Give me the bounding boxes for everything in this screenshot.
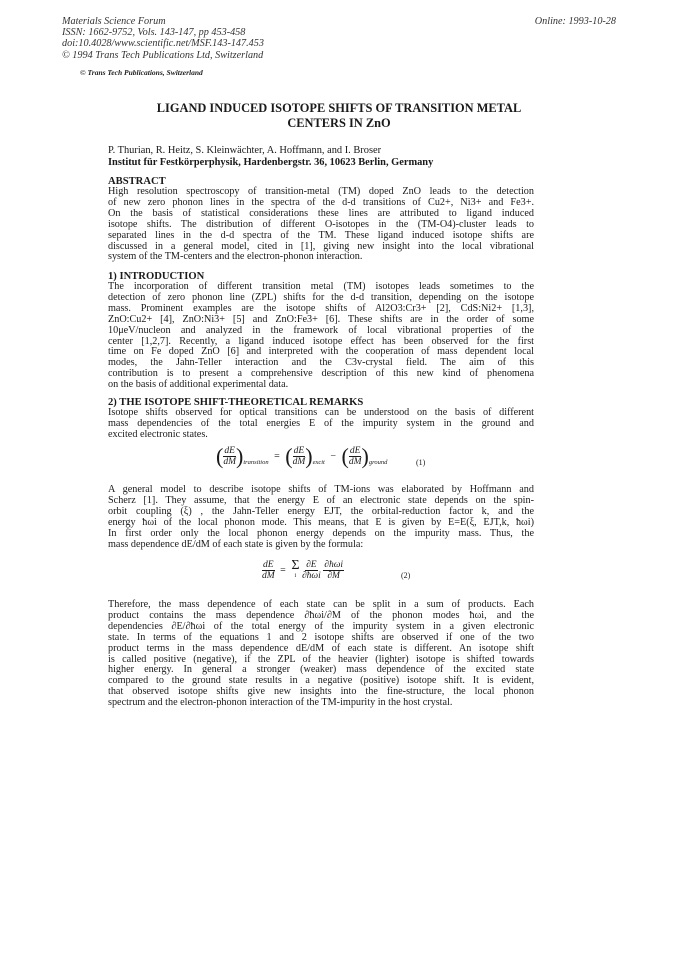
- eq2-lhs: $\frac{dE}{dM}$: [262, 560, 275, 581]
- text-line: Therefore, the mass dependence of each state can be split in a sum of products. Each: [108, 599, 534, 610]
- author-names: P. Thurian, R. Heitz, S. Kleinwächter, A. Hoffmann, and I. Broser: [108, 145, 382, 156]
- text-line: product contains the mass dependence ∂ħωi/∂M of the phonon modes ħωi, and the: [108, 609, 534, 621]
- text-line: contribution is to present a comprehensive description of this new kind of phenomena: [108, 368, 534, 380]
- text-line: Scherz [1]. They assume, that the energy E of an electronic state depends on the spin-: [108, 494, 534, 506]
- text-line: spectrum and the electron-phonon interaction of the TM-impurity in the host crystal.: [108, 697, 453, 709]
- text-line: mass dependencies of the total energies E of the impurity system in the ground and: [108, 417, 534, 429]
- doi-line: doi:10.4028/www.scientific.net/MSF.143-147.453: [62, 38, 264, 50]
- text-line: detection of zero phonon line (ZPL) shifts for the d-d transition, depending on the isotope: [108, 291, 534, 303]
- text-line: A general model to describe isotope shifts of TM-ions was elaborated by Hoffmann and: [108, 484, 534, 495]
- author-block: [108, 145, 433, 168]
- text-line: that observed isotope shifts give new insights into the fine-structure, the local phonon: [108, 686, 534, 698]
- text-line: state. In terms of the equations 1 and 2 isotope shifts are observed if one of the two: [108, 631, 534, 643]
- text-line: time on Fe doped ZnO [6] and interpreted with the cooperation of mass dependent local: [108, 346, 534, 358]
- text-line: separated lines in the d-d spectra of the TM. These ligand induced isotope shifts are: [108, 229, 534, 241]
- text-line: discussed in a general model, cited in [1], giving new insight into the local vibrational: [108, 240, 534, 252]
- text-line: excited electronic states.: [108, 428, 208, 440]
- text-line: is called positive (negative), if the ZPL of the heavier (lighter) isotope is shifted towards: [108, 653, 534, 665]
- text-line: Isotope shifts observed for optical transitions can be understood on the basis of different: [108, 407, 534, 418]
- text-line: higher energy. In general a stronger (weaker) mass dependence of the excited state: [108, 664, 534, 676]
- intro-body: [108, 282, 534, 391]
- text-line: dependencies ∂E/∂ħωi of the total energy of the impurity system in a given electronic: [108, 620, 534, 632]
- theory-paragraph-1: [108, 408, 534, 441]
- theory-paragraph-2: [108, 485, 534, 550]
- eq1-fraction-transition: $\frac{dE}{dM}$: [223, 446, 236, 467]
- title-line-1: LIGAND INDUCED ISOTOPE SHIFTS OF TRANSITION METAL: [156, 101, 522, 115]
- equation-2-number: (2): [401, 571, 411, 580]
- online-date: Online: 1993-10-28: [534, 16, 616, 27]
- equation-1-number: (1): [416, 458, 426, 467]
- text-line: system of the TM-centers and the electron-phonon interaction.: [108, 251, 363, 263]
- header-meta: [62, 16, 264, 61]
- text-line: of new zero phonon lines in the spectra of the d-d transitions of Cu2+, Ni3+ and Fe3+.: [108, 196, 534, 208]
- eq1-fraction-excit: $\frac{dE}{dM}$: [292, 446, 306, 467]
- paper-title: [60, 101, 618, 131]
- text-line: High resolution spectroscopy of transition-metal (TM) doped ZnO leads to the detection: [108, 186, 534, 197]
- text-line: In first order only the local phonon energy depends on the impurity mass. Thus, the: [108, 527, 534, 539]
- copyright-line: © 1994 Trans Tech Publications Ltd, Switzerland: [62, 49, 264, 61]
- theory-paragraph-3: [108, 600, 534, 709]
- text-line: energy ħωi of the local phonon mode. This means, that E is given by E=E(ξ, EJT,k, ħωi): [108, 516, 534, 528]
- text-line: On the basis of statistical considerations these lines are attributed to ligand induced: [108, 207, 534, 219]
- equation-1: ( $\frac{dE}{dM}$ )$_{transition}$ = ( $\frac{dE}{dM}$ )$_{excit}$ − ( $\frac{dE}{dM}$ )$_{ground}$: [216, 443, 388, 469]
- issn-line: ISSN: 1662-9752, Vols. 143-147, pp 453-458: [62, 27, 246, 39]
- eq2-factor-2: $\frac{\text{∂ħωi}}{\partial M}$: [324, 560, 344, 581]
- text-line: mass. Prominent examples are the isotope shifts of Al2O3:Cr3+ [2], CdS:Ni2+ [1,3],: [108, 302, 534, 314]
- text-line: mass dependence dE/dM of each state is given by the formula:: [108, 538, 364, 550]
- author-affiliation: Institut für Festkörperphysik, Hardenbergstr. 36, 10623 Berlin, Germany: [108, 156, 434, 168]
- intro-heading: 1) INTRODUCTION: [108, 271, 205, 282]
- eq2-factor-1: $\frac{\partial E}{\text{∂ħωi}}$: [301, 560, 321, 581]
- text-line: ZnO:Cu2+ [4], ZnO:Ni3+ [5] and ZnO:Fe3+ [6]. These shifts are in the order of some: [108, 313, 534, 325]
- text-line: compared to the ground state results in a negative (positive) isotope shift. It is evident,: [108, 675, 534, 687]
- eq1-fraction-ground: $\frac{dE}{dM}$: [348, 446, 362, 467]
- text-line: The incorporation of different transition metal (TM) isotopes leads sometimes to the: [108, 281, 534, 292]
- eq2-sum: Σ i: [291, 557, 300, 579]
- journal-name: Materials Science Forum: [62, 16, 166, 27]
- publisher-stamp: © Trans Tech Publications, Switzerland: [80, 68, 203, 77]
- title-line-2: CENTERS IN ZnO: [287, 116, 391, 130]
- equation-2: $\frac{dE}{dM}$ = Σ i $\frac{\partial E}{\text{∂ħωi}}$ $\frac{\text{∂ħωi}}{\partial M}$: [262, 557, 344, 581]
- text-line: on the basis of additional experimental data.: [108, 379, 289, 391]
- text-line: modes, the Jahn-Teller interaction and the C3v-crystal field. The aim of this: [108, 357, 534, 369]
- abstract-heading: ABSTRACT: [108, 176, 166, 187]
- text-line: isotope shifts. The distribution of different O-isotopes in the (TM-O4)-cluster leads to: [108, 218, 534, 230]
- theory-heading: 2) THE ISOTOPE SHIFT-THEORETICAL REMARKS: [108, 397, 364, 408]
- text-line: center [1,2,7]. Recently, a ligand induced isotope effect has been observed for the first: [108, 335, 534, 347]
- abstract-body: [108, 187, 534, 263]
- text-line: 10μeV/nucleon and analyzed in the framework of local vibrational properties of the: [108, 324, 534, 336]
- text-line: product terms in the mass dependence dE/dM of each state is different. An isotope shift: [108, 642, 534, 654]
- text-line: orbit coupling (ξ) , the Jahn-Teller energy EJT, the orbital-reduction factor k, and the: [108, 505, 534, 517]
